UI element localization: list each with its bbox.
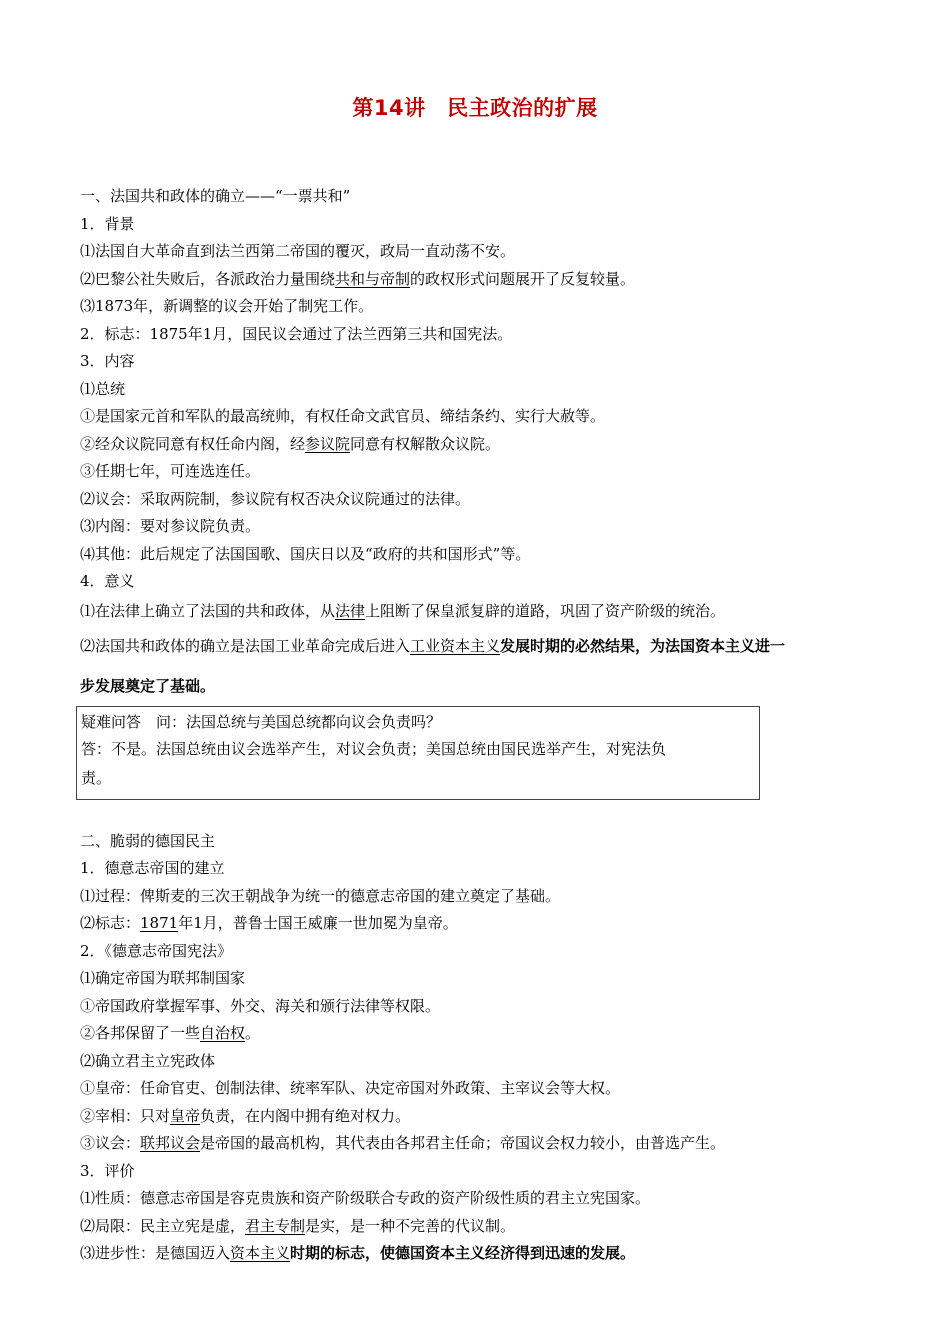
evaluation-item-1: ⑴性质：德意志帝国是容克贵族和资产阶级联合专政的资产阶级性质的君主立宪国家。 [80, 1189, 651, 1207]
sign-item: 2．标志：1875年1月，国民议会通过了法兰西第三共和国宪法。 [80, 324, 513, 343]
evaluation-title: 3．评价 [80, 1161, 135, 1180]
section-1-heading: 一、法国共和政体的确立——“一票共和” [80, 187, 351, 205]
underlined-answer: 君主专制 [245, 1216, 306, 1235]
establishment-item-2: ⑵标志：1871年1月，普鲁士国王威廉一世加冕为皇帝。 [80, 914, 458, 932]
content-title: 3．内容 [80, 352, 135, 370]
qa-box [76, 706, 760, 800]
page-title: 第14讲 民主政治的扩展 [352, 96, 598, 120]
significance-item-2: ⑵法国共和政体的确立是法国工业革命完成后进入工业资本主义发展时期的必然结果，为法国资本主义进一 [80, 636, 786, 655]
background-item-1: ⑴法国自大革命直到法兰西第二帝国的覆灭，政局一直动荡不安。 [80, 242, 516, 260]
underlined-answer: 自治权 [200, 1024, 246, 1042]
underlined-answer: 1871 [140, 914, 179, 932]
significance-item-2-cont: 步发展奠定了基础。 [80, 676, 216, 695]
federal-item-2: ②各邦保留了一些自治权。 [80, 1024, 261, 1042]
constitution-title: 2．《德意志帝国宪法》 [80, 941, 233, 960]
qa-question: 疑难问答 问：法国总统与美国总统都向议会负责吗？ [81, 712, 442, 731]
underlined-answer: 皇帝 [170, 1106, 201, 1125]
president-item-3: ③任期七年，可连选连任。 [80, 462, 261, 480]
underlined-answer: 联邦议会 [140, 1134, 201, 1152]
underlined-answer: 共和与帝制 [335, 269, 411, 288]
background-item-3: ⑶1873年，新调整的议会开始了制宪工作。 [80, 297, 374, 315]
evaluation-item-3: ⑶进步性：是德国迈入资本主义时期的标志，使德国资本主义经济得到迅速的发展。 [80, 1244, 636, 1262]
qa-answer-cont: 责。 [81, 768, 112, 787]
federal-item-1: ①帝国政府掌握军事、外交、海关和颁行法律等权限。 [80, 996, 441, 1015]
monarchy-title: ⑵确立君主立宪政体 [80, 1051, 216, 1070]
underlined-answer: 资本主义 [230, 1244, 291, 1262]
significance-title: 4．意义 [80, 572, 135, 590]
background-title: 1．背景 [80, 214, 135, 233]
federal-title: ⑴确定帝国为联邦制国家 [80, 969, 246, 987]
monarchy-item-3: ③议会：联邦议会是帝国的最高机构，其代表由各邦君主任命；帝国议会权力较小，由普选产生。 [80, 1134, 726, 1152]
other-item: ⑷其他：此后规定了法国国歌、国庆日以及“政府的共和国形式”等。 [80, 544, 531, 563]
monarchy-item-2: ②宰相：只对皇帝负责，在内阁中拥有绝对权力。 [80, 1106, 411, 1125]
cabinet-item: ⑶内阁：要对参议院负责。 [80, 517, 261, 535]
document-body [80, 183, 880, 1268]
underlined-answer: 参议院 [305, 434, 351, 453]
background-item-2: ⑵巴黎公社失败后，各派政治力量围绕共和与帝制的政权形式问题展开了反复较量。 [80, 269, 636, 288]
monarchy-item-1: ①皇帝：任命官吏、创制法律、统率军队、决定帝国对外政策、主宰议会等大权。 [80, 1079, 621, 1097]
underlined-answer: 工业资本主义 [410, 636, 501, 655]
president-item-1: ①是国家元首和军队的最高统帅，有权任命文武官员、缔结条约、实行大赦等。 [80, 407, 606, 425]
parliament-item: ⑵议会：采取两院制，参议院有权否决众议院通过的法律。 [80, 489, 471, 508]
establishment-item-1: ⑴过程：俾斯麦的三次王朝战争为统一的德意志帝国的建立奠定了基础。 [80, 886, 561, 905]
underlined-answer: 法律 [335, 601, 366, 620]
establishment-title: 1．德意志帝国的建立 [80, 859, 225, 877]
significance-item-1: ⑴在法律上确立了法国的共和政体，从法律上阻断了保皇派复辟的道路，巩固了资产阶级的统治。 [80, 601, 726, 620]
president-item-2: ②经众议院同意有权任命内阁，经参议院同意有权解散众议院。 [80, 434, 501, 453]
qa-answer: 答：不是。法国总统由议会选举产生，对议会负责；美国总统由国民选举产生，对宪法负 [81, 739, 667, 758]
section-2-heading: 二、脆弱的德国民主 [80, 831, 216, 850]
president-title: ⑴总统 [80, 379, 126, 398]
evaluation-item-2: ⑵局限：民主立宪是虚，君主专制是实，是一种不完善的代议制。 [80, 1216, 516, 1235]
